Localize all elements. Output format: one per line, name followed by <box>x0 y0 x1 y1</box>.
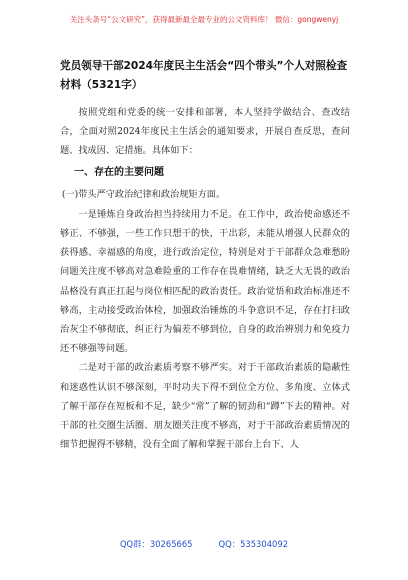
body-paragraph-2: 二是对干部的政治素质考察不够严实。对于干部政治素质的隐蔽性和迷惑性认识不够深刻，平时功夫下得不到位全方位、多角度、立体式了解干部存在短板和不足，缺少“常”了解的韧劲和“蹲”下去的精神。对干部的社交圈生活圈、朋友圈关注度不够高，对于干部政治素质情况的细节把握得不够精，没有全面了解和掌握干部台上台下、人 <box>60 362 350 451</box>
header-banner <box>0 0 408 38</box>
document-title: 党员领导干部2024年度民主生活会“四个带头”个人对照检查材料（5321字） <box>60 60 348 91</box>
footer-qq-group: QQ群：30265665 <box>119 539 193 549</box>
subsection-heading: (一)带头严守政治纪律和政治规矩方面。 <box>61 188 226 200</box>
footer-qq: QQ：535304092 <box>218 539 289 549</box>
document-body <box>60 57 350 454</box>
body-paragraph-1: 一是锤炼自身政治担当持续用力不足。在工作中，政治使命感还不够正、不够强，一些工作只想干的快，干出彩，未能从增强人民群众的获得感、幸福感的角度，进行政治定位，特别是对于干部群众急难愁盼问题关注度不够高对急难险重的工作存在畏难情绪，缺乏大无畏的政治品格没有真正扛起与岗位相匹配的政治责任。政治觉悟和政治标准还不够高，主动接受政治体检，加强政治锤炼的斗争意识不足，存在打扫政治灰尘不够彻底，纠正行为偏差不够到位，自身的政治辨别力和免疫力还不够强等问题。 <box>60 208 350 355</box>
footer-contact <box>0 538 408 554</box>
intro-paragraph: 按照党组和党委的统一安排和部署，本人坚持学做结合、查改结合，全面对照2024年度民主生活会的通知要求，开展自查反思，查问题、找成因、定措施。具体如下： <box>60 107 350 157</box>
header-banner-text: 关注头条号“公文研究”，获得最新最全最专业的公文资料库！ 微信：gongwenyj <box>69 14 339 24</box>
section-heading: 一、存在的主要问题 <box>74 166 164 178</box>
